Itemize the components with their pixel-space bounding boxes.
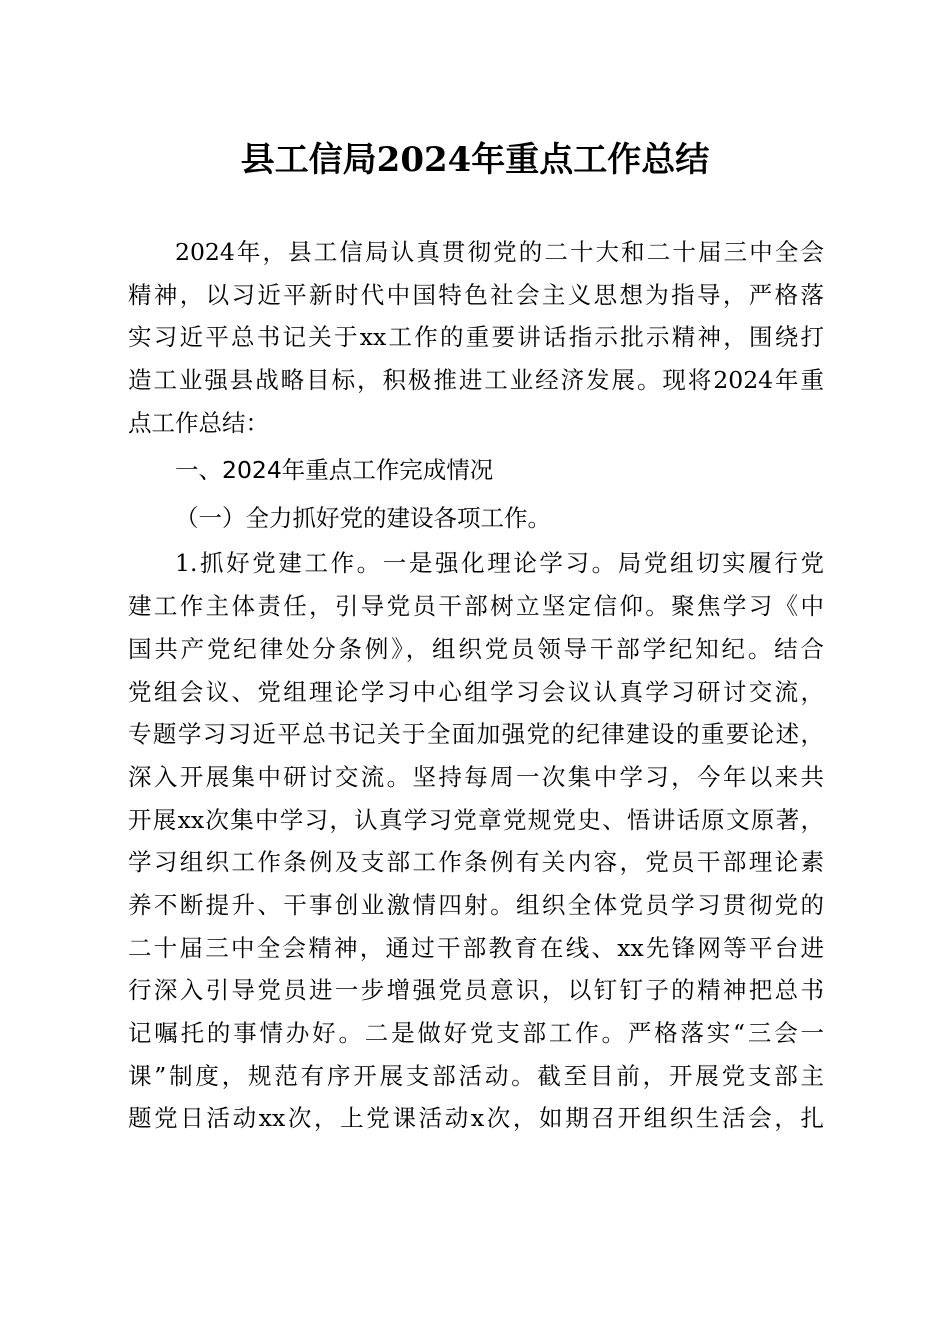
text-line: 国共产党纪律处分条例》，组织党员领导干部学纪知纪。结合 — [128, 634, 824, 663]
text-line: 养不断提升、干事创业激情四射。组织全体党员学习贯彻党的 — [128, 890, 824, 919]
text-line: 建工作主体责任，引导党员干部树立坚定信仰。聚焦学习《中 — [128, 592, 824, 621]
text-line: 专题学习习近平总书记关于全面加强党的纪律建设的重要论述， — [128, 720, 824, 749]
document-title: 县工信局2024年重点工作总结 — [240, 140, 710, 180]
text-line: 党组会议、党组理论学习中心组学习会议认真学习研讨交流， — [128, 677, 824, 706]
text-line: 精神，以习近平新时代中国特色社会主义思想为指导，严格落 — [128, 280, 824, 309]
text-line: 深入开展集中研讨交流。坚持每周一次集中学习，今年以来共 — [128, 762, 824, 791]
section-heading: 一、2024年重点工作完成情况 — [175, 456, 494, 485]
subsection-heading: （一）全力抓好党的建设各项工作。 — [175, 504, 551, 533]
document-body — [128, 231, 824, 1140]
text-line: 点工作总结： — [128, 408, 269, 437]
text-line: 行深入引导党员进一步增强党员意识，以钉钉子的精神把总书 — [128, 976, 824, 1005]
text-line: 课”制度，规范有序开展支部活动。截至目前，开展党支部主 — [128, 1061, 824, 1090]
text-line: 开展xx次集中学习，认真学习党章党规党史、悟讲话原文原著， — [128, 805, 824, 834]
text-line: 2024年，县工信局认真贯彻党的二十大和二十届三中全会 — [175, 238, 824, 266]
text-line: 1.抓好党建工作。一是强化理论学习。局党组切实履行党 — [175, 549, 824, 578]
text-line: 造工业强县战略目标，积极推进工业经济发展。现将2024年重 — [128, 366, 824, 395]
text-line: 实习近平总书记关于xx工作的重要讲话指示批示精神，围绕打 — [128, 323, 824, 352]
text-line: 二十届三中全会精神，通过干部教育在线、xx先锋网等平台进 — [128, 933, 824, 962]
body-paragraph — [128, 542, 824, 1140]
text-line: 记嘱托的事情办好。二是做好党支部工作。严格落实“三会一 — [128, 1019, 824, 1047]
text-line: 学习组织工作条例及支部工作条例有关内容，党员干部理论素 — [128, 848, 824, 877]
text-line: 题党日活动xx次，上党课活动x次，如期召开组织生活会，扎 — [128, 1104, 824, 1133]
intro-paragraph — [128, 231, 824, 444]
